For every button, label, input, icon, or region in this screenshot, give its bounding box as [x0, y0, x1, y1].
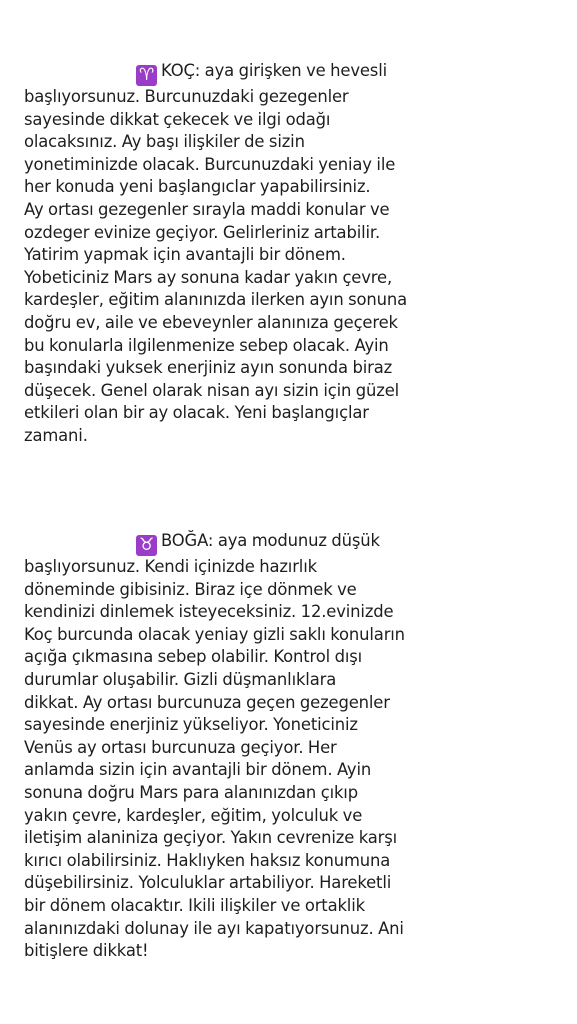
text-line: dikkat. Ay ortası burcunuza geçen gezegenler — [24, 692, 390, 712]
section-heading-line — [24, 530, 572, 556]
text-line: kendinizi dinlemek isteyeceksiniz. 12.evinizde — [24, 602, 394, 622]
text-line: Yobeticiniz Mars ay sonuna kadar yakın çevre, — [24, 267, 393, 287]
heading-text: BOĞA: aya modunuz düşük — [161, 531, 380, 550]
text-line: Venüs ay ortası burcunuza geçiyor. Her — [24, 737, 337, 757]
text-line: doğru ev, aile ve ebeveynler alanınıza geçerek — [24, 312, 398, 332]
horoscope-section-koc — [24, 60, 572, 448]
text-line: sayesinde dikkat çekecek ve ilgi odağı — [24, 109, 331, 129]
text-line: yonetiminizde olacak. Burcunuzdaki yeniay ile — [24, 154, 396, 174]
text-line: başlıyorsunuz. Burcunuzdaki gezegenler — [24, 87, 349, 106]
text-line: Koç burcunda olacak yeniay gizli saklı konuların — [24, 624, 405, 644]
text-line: zamani. — [24, 425, 88, 445]
text-line: durumlar oluşabilir. Gizli düşmanlıklara — [24, 669, 337, 689]
text-line: her konuda yeni başlangıclar yapabilirsiniz. — [24, 177, 371, 197]
text-line: bir dönem olacaktır. Ikili ilişkiler ve ortaklik — [24, 895, 365, 915]
text-line: kırıcı olabilirsiniz. Haklıyken haksız konumuna — [24, 850, 391, 870]
text-line: kardeşler, eğitim alanınızda ilerken ayın sonuna — [24, 290, 408, 310]
text-line: sayesinde enerjiniz yükseliyor. Yoneticiniz — [24, 715, 358, 735]
text-line: başlıyorsunuz. Kendi içinizde hazırlık — [24, 557, 317, 576]
text-line: bitişlere dikkat! — [24, 941, 149, 961]
section-heading-line — [24, 60, 572, 86]
text-line: etkileri olan bir ay olacak. Yeni başlangıçlar — [24, 403, 369, 423]
text-line: alanınızdaki dolunay ile ayı kapatıyorsunuz. Ani — [24, 918, 404, 938]
text-line: düşebilirsiniz. Yolculuklar artabiliyor. Hareketli — [24, 873, 392, 893]
taurus-icon: ♉ — [136, 535, 157, 556]
horoscope-section-boga — [24, 530, 572, 963]
text-line: iletişim alaniniza geçiyor. Yakın cevrenize karşı — [24, 828, 398, 848]
text-line: Yatirim yapmak için avantajli bir dönem. — [24, 245, 346, 265]
text-line: Ay ortası gezegenler sırayla maddi konular ve — [24, 199, 390, 219]
text-line: bu konularla ilgilenmenize sebep olacak. Ayin — [24, 335, 389, 355]
text-line: olacaksınız. Ay başı ilişkiler de sizin — [24, 132, 305, 152]
text-line: yakın çevre, kardeşler, eğitim, yolculuk ve — [24, 805, 363, 825]
text-line: düşecek. Genel olarak nisan ayı sizin için güzel — [24, 380, 400, 400]
text-line: ozdeger evinize geçiyor. Gelirleriniz artabilir. — [24, 222, 381, 242]
text-line: başındaki yuksek enerjiniz ayın sonunda biraz — [24, 358, 393, 378]
text-line: döneminde gibisiniz. Biraz içe dönmek ve — [24, 579, 357, 599]
text-line: anlamda sizin için avantajli bir dönem. Ayin — [24, 760, 372, 780]
text-line: açığa çıkmasına sebep olabilir. Kontrol dışı — [24, 647, 363, 667]
heading-text: KOÇ: aya girişken ve hevesli — [161, 61, 388, 80]
aries-icon: ♈ — [136, 65, 157, 86]
text-line: sonuna doğru Mars para alanınızdan çıkıp — [24, 782, 358, 802]
